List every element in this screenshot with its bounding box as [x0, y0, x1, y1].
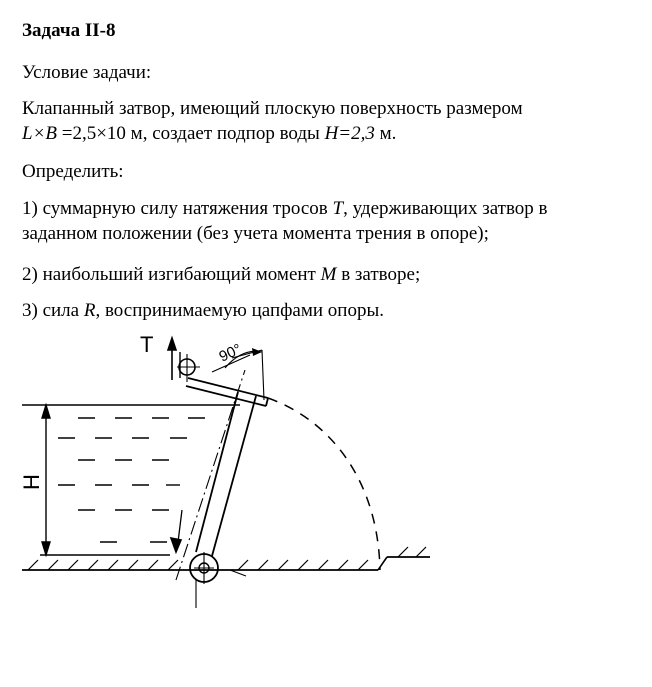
item-3-text-b: , воспринимаемую цапфами опоры. [95, 300, 384, 321]
h-dimension [40, 405, 170, 555]
label-t: T [140, 332, 154, 357]
item-1-text-a: 1) суммарную силу натяжения тросов [22, 198, 333, 219]
var-lb: L×B [22, 123, 57, 144]
ground-hatching [28, 547, 426, 570]
problem-title: Задача II-8 [22, 20, 116, 41]
item-1-text-b: , удерживающих затвор в [343, 198, 548, 219]
gate-diagram-svg [0, 330, 652, 630]
label-h: H [19, 474, 44, 490]
cable-pulley [168, 338, 200, 382]
item-3 [22, 298, 384, 323]
item-1 [22, 196, 548, 246]
item-3-text-a: 3) сила [22, 300, 84, 321]
gate-plate [196, 392, 256, 556]
determine-label: Определить: [22, 161, 124, 182]
item-2-text-b: в затворе; [336, 264, 421, 285]
condition-line1: Клапанный затвор, имеющий плоскую поверхность размером [22, 98, 523, 119]
condition-label: Условие задачи: [22, 62, 152, 83]
condition-text [22, 96, 523, 146]
unit-h: м. [374, 123, 397, 144]
var-h: H=2,3 [324, 123, 375, 144]
item-3-var-r: R [83, 300, 96, 321]
item-2 [22, 262, 420, 287]
item-2-text-a: 2) наибольший изгибающий момент [22, 264, 321, 285]
swing-arc [268, 398, 380, 570]
item-2-var-m: M [320, 264, 337, 285]
force-arrow-shaft [178, 510, 182, 542]
water-dashes [58, 418, 205, 542]
label-angle: 90° [216, 340, 245, 366]
gate-diagram [0, 330, 652, 630]
force-arrow-head [171, 538, 181, 552]
hinge-support [190, 552, 246, 608]
item-1-text-c: заданном положении (без учета момента трения в опоре); [22, 223, 489, 244]
item-1-var-t: T [332, 198, 344, 219]
top-bracket [186, 378, 268, 406]
eq-lb: =2,5×10 м, создает подпор воды [57, 123, 325, 144]
